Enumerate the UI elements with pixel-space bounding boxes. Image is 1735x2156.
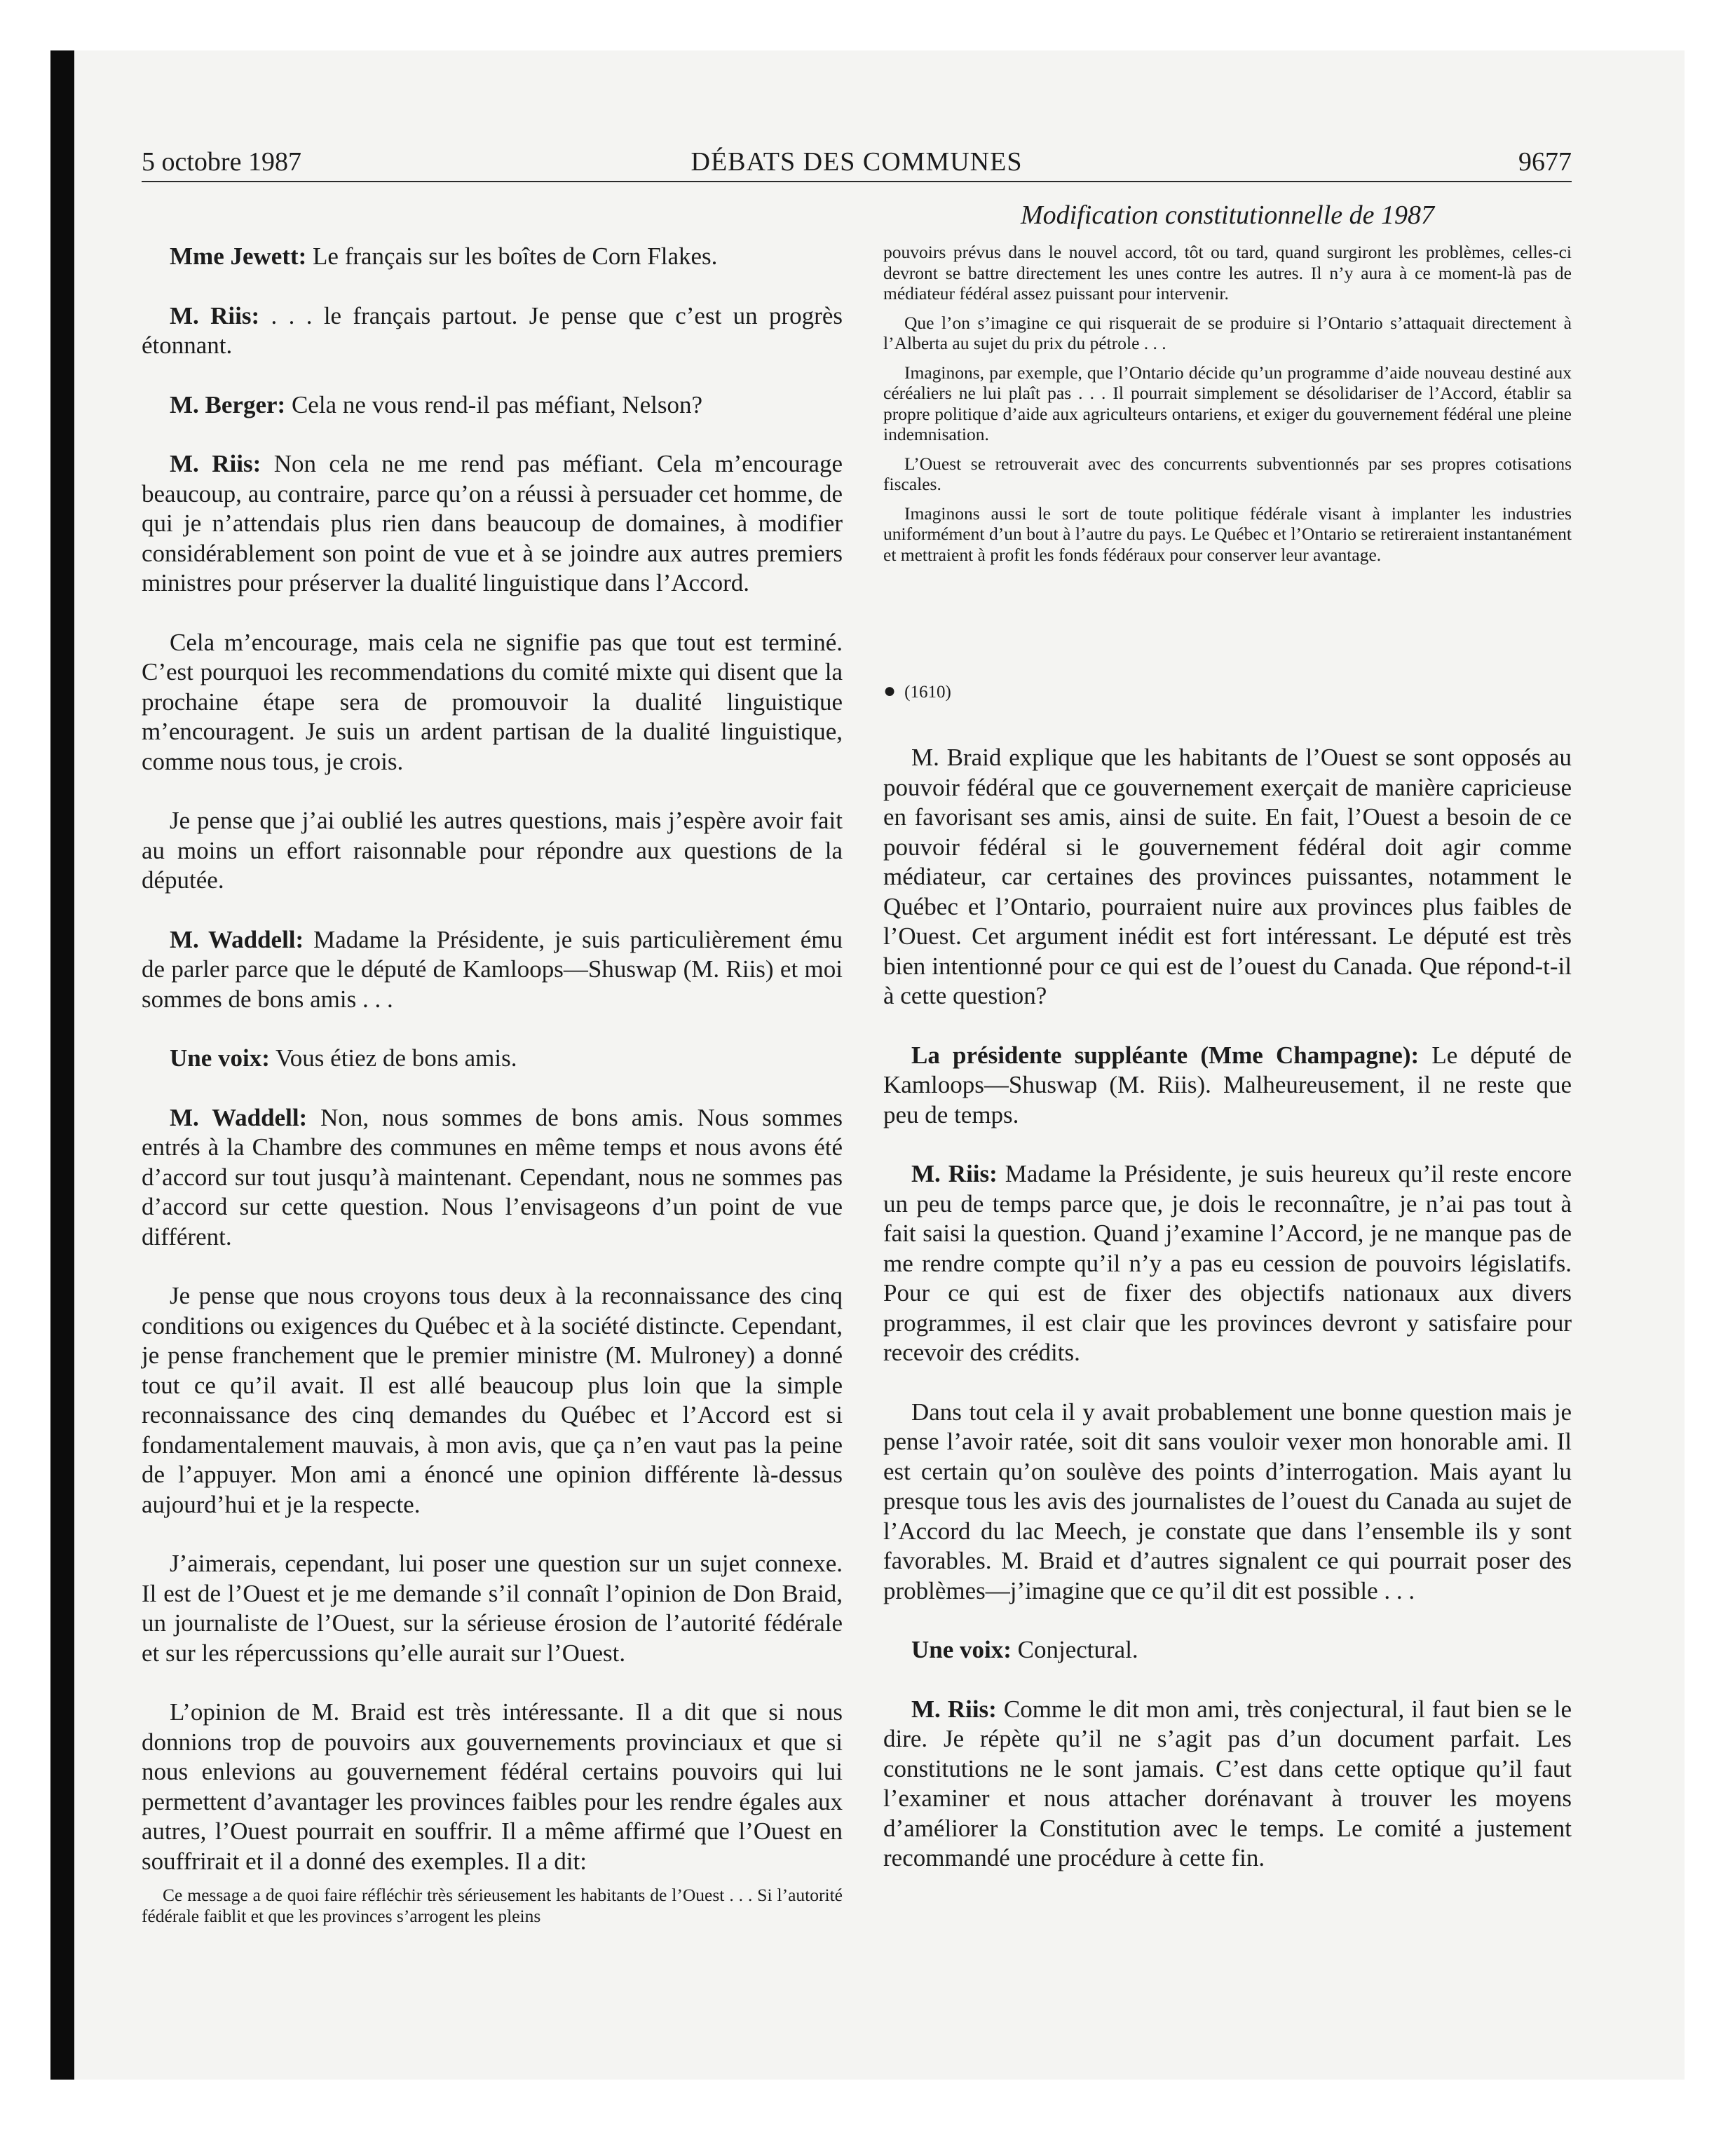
paragraph	[883, 743, 1572, 1011]
speech-text: Le français sur les boîtes de Corn Flakes.	[306, 243, 718, 270]
speaker-name: M. Riis:	[911, 1695, 997, 1723]
paragraph	[142, 1698, 843, 1876]
speaker-name: Mme Jewett:	[170, 243, 307, 270]
speech-text: Je pense que j’ai oublié les autres questions, mais j’espère avoir fait au moins un effort raisonnable pour répondre aux questions de la députée.	[142, 807, 843, 894]
paragraph	[142, 628, 843, 777]
speech-text: J’aimerais, cependant, lui poser une question sur un sujet connexe. Il est de l’Ouest et je me demande s’il connaît l’opinion de Don Braid, un journaliste de l’Ouest, sur la sérieuse érosion de l’autorité fédérale et sur les répercussions qu’elle aurait sur l’Ouest.	[142, 1550, 843, 1667]
paragraph	[883, 1695, 1572, 1874]
speech-text: Dans tout cela il y avait probablement une bonne question mais je pense l’avoir ratée, soit dit sans vouloir vexer mon honorable ami. Il est certain qu’on soulève des points d’interrogation. Mais ayant lu presque tous les avis des journalistes de l’ouest du Canada au sujet de l’Accord du lac Meech, je constate que dans l’ensemble ils y sont favorables. M. Braid et d’autres signalent ce qui pourrait poser des problèmes—j’imagine que ce qu’il dit est possible . . .	[883, 1398, 1572, 1604]
paragraph	[142, 1549, 843, 1668]
timestamp-text: (1610)	[904, 683, 951, 702]
speech-text: Vous étiez de bons amis.	[269, 1044, 517, 1072]
speaker-name: Une voix:	[170, 1044, 270, 1072]
right-column	[883, 743, 1572, 1903]
speech-text: Je pense que nous croyons tous deux à la reconnaissance des cinq conditions ou exigences du Québec et à la société distincte. Cependant, je pense franchement que le premier ministre (M. Mulroney) a donné tout ce qu’il avait. Il est allé beaucoup plus loin que la simple reconnaissance des cinq demandes du Québec et l’Accord est si fondamentalement mauvais, à mon avis, que ça n’en vaut pas la peine de l’appuyer. Mon ami a énoncé une opinion différente là-dessus aujourd’hui et je la respecte.	[142, 1282, 843, 1518]
speech-text: M. Braid explique que les habitants de l’Ouest se sont opposés au pouvoir fédéral que ce gouvernement exerçait de manière capricieuse en favorisant ses amis, ainsi de suite. En fait, l’Ouest a besoin de ce pouvoir fédéral si le gouvernement fédéral doit agir comme médiateur, car certaines des provinces puissantes, notamment le Québec et l’Ontario, pourraient nuire aux provinces plus faibles de l’Ouest. Cet argument inédit est fort intéressant. Le député est très bien intentionné pour ce qui est de l’ouest du Canada. Que répond-t-il à cette question?	[883, 744, 1572, 1009]
speech-text: Cela m’encourage, mais cela ne signifie pas que tout est terminé. C’est pourquoi les recommendations du comité mixte qui disent que la prochaine étape sera de promouvoir la dualité linguistique m’encouragent. Je suis un ardent partisan de la dualité linguistique, comme nous tous, je crois.	[142, 628, 843, 775]
speaker-name: M. Riis:	[911, 1160, 998, 1187]
paragraph	[142, 925, 843, 1015]
quote-paragraph: pouvoirs prévus dans le nouvel accord, tôt ou tard, quand surgiront les problèmes, celles-ci devront se battre directement les unes contre les autres. Il n’y aura à ce moment-là pas de médiateur fédéral assez puissant pour intervenir.	[883, 242, 1572, 303]
quote-paragraph: Imaginons, par exemple, que l’Ontario décide qu’un programme d’aide nouveau destiné aux céréaliers ne lui plaît pas . . . Il pourrait simplement se désolidariser de l’Accord, établir sa propre politique d’aide aux agriculteurs ontariens, et exiger du gouvernement fédéral une pleine indemnisation.	[883, 362, 1572, 444]
paragraph	[142, 449, 843, 599]
paragraph	[883, 1635, 1572, 1665]
speech-text: Cela ne vous rend-il pas méfiant, Nelson?	[285, 390, 703, 418]
header-date: 5 octobre 1987	[142, 147, 301, 177]
paragraph	[142, 1044, 843, 1074]
speaker-name: M. Waddell:	[170, 1103, 308, 1131]
left-column	[142, 242, 843, 1926]
speech-text: L’opinion de M. Braid est très intéressante. Il a dit que si nous donnions trop de pouvoirs aux gouvernements provinciaux et que si nous enlevions au gouvernement fédéral certains pouvoirs qui lui permettent d’avantager les provinces faibles pour les rendre égales aux autres, l’Ouest pourrait en souffrir. Il a même affirmé que l’Ouest en souffrirait et il a donné des exemples. Il a dit:	[142, 1698, 843, 1875]
paragraph	[142, 242, 843, 272]
speaker-name: M. Riis:	[170, 301, 260, 329]
bullet-icon: ●	[883, 679, 897, 702]
speech-text: . . . le français partout. Je pense que c’est un progrès étonnant.	[142, 301, 843, 359]
quote-paragraph: Imaginons aussi le sort de toute politique fédérale visant à implanter les industries uniformément d’un bout à l’autre du pays. Le Québec et l’Ontario se retireraient instantanément et mettraient à profit les fonds fédéraux pour conserver leur avantage.	[883, 503, 1572, 565]
speech-text: Non cela ne me rend pas méfiant. Cela m’encourage beaucoup, au contraire, parce qu’on a réussi à persuader cet homme, de qui je n’attendais plus rien dans beaucoup de domaines, à modifier considérablement son point de vue et à se joindre aux autres premiers ministres pour préserver la dualité linguistique dans l’Accord.	[142, 450, 843, 596]
paragraph	[142, 301, 843, 361]
running-header	[142, 144, 1572, 180]
speech-text: Madame la Présidente, je suis heureux qu’il reste encore un peu de temps parce que, je dois le reconnaître, je n’ai pas tout à fait saisi la question. Quand j’examine l’Accord, je ne manque pas de me rendre compte qu’il n’y a pas eu cession de pouvoirs législatifs. Pour ce qui est de fixer des objectifs nationaux aux divers programmes, il est clair que les provinces devront y satisfaire pour recevoir des crédits.	[883, 1160, 1572, 1366]
quote-paragraph: L’Ouest se retrouverait avec des concurrents subventionnés par ses propres cotisations fiscales.	[883, 453, 1572, 494]
header-publication: DÉBATS DES COMMUNES	[690, 147, 1023, 177]
speech-text: Le député de Kamloops—Shuswap (M. Riis). Malheureusement, il ne reste que peu de temps.	[883, 1041, 1572, 1128]
speaker-name: M. Riis:	[170, 450, 261, 477]
paragraph	[883, 1041, 1572, 1131]
timestamp	[883, 678, 951, 705]
scan-border	[50, 50, 74, 2080]
speaker-name: Une voix:	[911, 1636, 1012, 1663]
speech-text: Comme le dit mon ami, très conjectural, il faut bien se le dire. Je répète qu’il ne s’agit pas d’un document parfait. Les constitutions ne le sont jamais. C’est dans cette optique qu’il faut l’examiner et nous attacher dorénavant à trouver les moyens d’améliorer la Constitution avec le temps. Le comité a justement recommandé une procédure à cette fin.	[883, 1695, 1572, 1871]
speech-text: Madame la Présidente, je suis particulièrement ému de parler parce que le député de Kamloops—Shuswap (M. Riis) et moi sommes de bons amis . . .	[142, 925, 843, 1013]
quote-paragraph: Que l’on s’imagine ce qui risquerait de se produire si l’Ontario s’attaquait directement à l’Alberta au sujet du prix du pétrole . . .	[883, 312, 1572, 353]
speaker-name: M. Waddell:	[170, 925, 304, 953]
quote-text: Ce message a de quoi faire réfléchir très sérieusement les habitants de l’Ouest . . . Si l’autorité fédérale faiblit et que les provinces s’arrogent les pleins	[142, 1885, 843, 1926]
speaker-name: M. Berger:	[170, 390, 286, 418]
paragraph	[142, 1103, 843, 1253]
paragraph	[142, 806, 843, 896]
speech-text: Conjectural.	[1011, 1636, 1138, 1663]
block-quote	[142, 1885, 843, 1926]
speaker-name: La présidente suppléante (Mme Champagne):	[911, 1041, 1420, 1069]
paragraph	[883, 1159, 1572, 1368]
block-quote-continued	[883, 242, 1572, 573]
paragraph	[142, 1281, 843, 1520]
subject-title: Modification constitutionnelle de 1987	[1021, 200, 1434, 230]
paragraph	[142, 390, 843, 421]
speech-text: Non, nous sommes de bons amis. Nous sommes entrés à la Chambre des communes en même temps et nous avons été d’accord sur tout jusqu’à maintenant. Cependant, nous ne sommes pas d’accord sur cette question. Nous l’envisageons d’un point de vue différent.	[142, 1103, 843, 1250]
header-page-number: 9677	[1518, 147, 1572, 177]
paragraph	[883, 1398, 1572, 1606]
header-rule	[142, 181, 1572, 182]
